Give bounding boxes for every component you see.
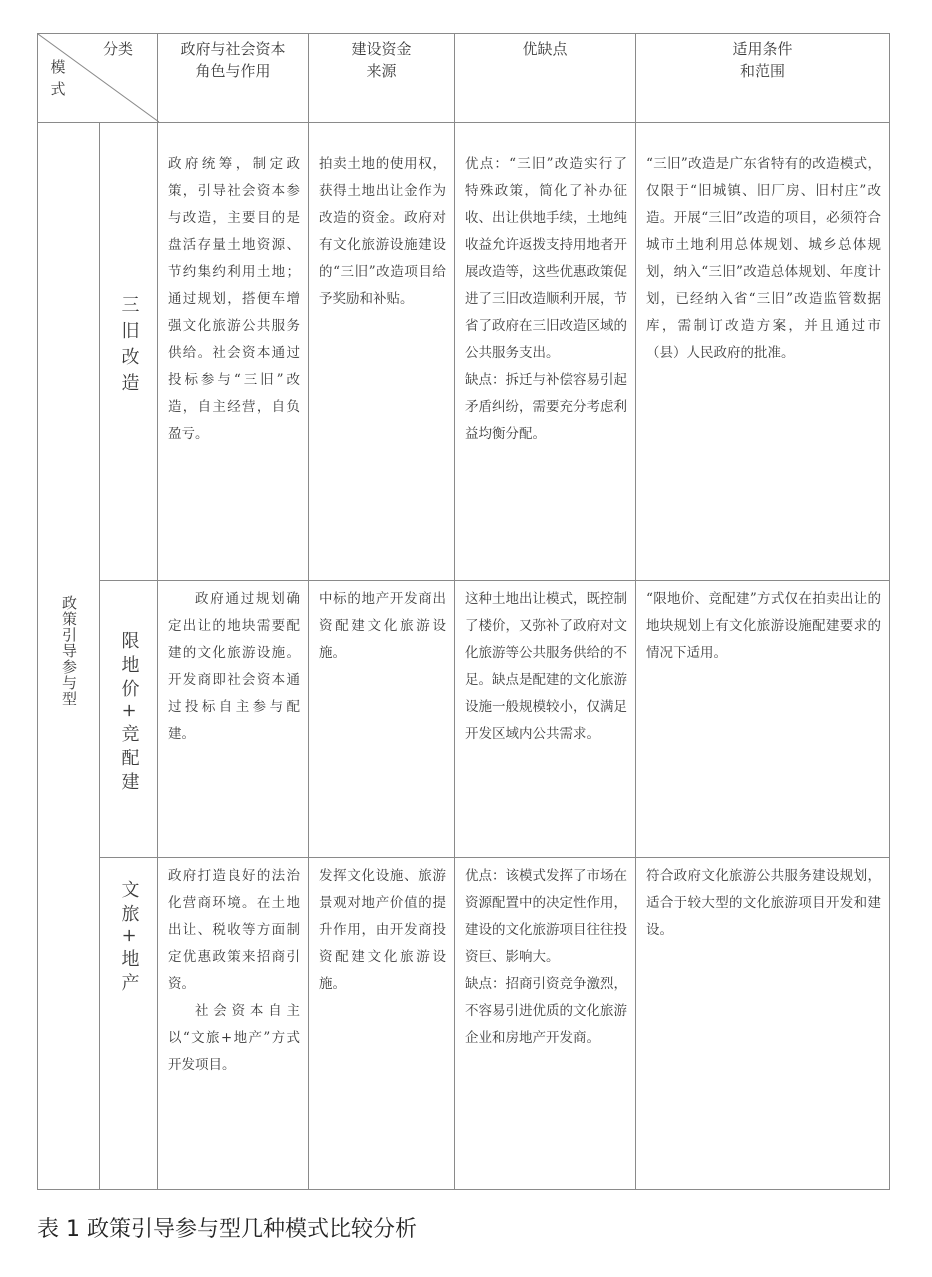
role-text-2: 社会资本自主以“文旅+地产”方式开发项目。	[168, 1003, 300, 1073]
mode-label: 三旧改造	[118, 294, 140, 399]
cons-text: 缺点：拆迁与补偿容易引起矛盾纠纷，需要充分考虑利益均衡分配。	[465, 372, 627, 442]
funds-text: 拍卖土地的使用权，获得土地出让金作为改造的资金。政府对有文化旅游设施建设的“三旧”改造项目给予奖励和补贴。	[319, 156, 446, 307]
header-funds-text: 建设资金 来源	[351, 40, 412, 80]
funds-text: 中标的地产开发商出资配建文化旅游设施。	[319, 591, 446, 661]
header-pros-cons	[455, 34, 636, 123]
pros-cons-cell	[455, 581, 636, 858]
header-pros-text: 优缺点	[522, 40, 568, 58]
header-row	[38, 34, 890, 123]
table-row-wenlv	[38, 858, 890, 1190]
funds-cell	[309, 123, 455, 581]
role-text: 政府统筹，制定政策，引导社会资本参与改造，主要目的是盘活存量土地资源、节约集约利用土地；通过规划，搭便车增强文化旅游公共服务供给。社会资本通过投标参与“三旧”改造，自主经营，自负盈亏。	[168, 156, 300, 442]
corner-bottom-label: 模式	[50, 58, 66, 98]
pros-cons-cell	[455, 123, 636, 581]
conditions-cell	[636, 858, 890, 1190]
funds-cell	[309, 581, 455, 858]
corner-top-label: 分类	[102, 40, 133, 58]
mode-cell-wenlv	[100, 858, 158, 1190]
pros-text: 这种土地出让模式，既控制了楼价，又弥补了政府对文化旅游等公共服务供给的不足。缺点是配建的文化旅游设施一般规模较小，仅满足开发区域内公共需求。	[465, 591, 627, 742]
header-funds	[309, 34, 455, 123]
header-role	[158, 34, 309, 123]
mode-label: 文旅+地产	[118, 880, 140, 998]
role-text: 政府打造良好的法治化营商环境。在土地出让、税收等方面制定优惠政策来招商引资。	[168, 868, 300, 992]
table-caption: 表 1 政策引导参与型几种模式比较分析	[37, 1217, 417, 1242]
comparison-table	[37, 33, 890, 1190]
mode-cell-sanjiu	[100, 123, 158, 581]
mode-cell-xiandijia	[100, 581, 158, 858]
conditions-cell	[636, 123, 890, 581]
funds-cell	[309, 858, 455, 1190]
group-label: 政策引导参与型	[60, 595, 78, 707]
role-cell	[158, 858, 309, 1190]
table-row-xiandijia	[38, 581, 890, 858]
role-cell	[158, 123, 309, 581]
cons-text: 缺点：招商引资竞争激烈，不容易引进优质的文化旅游企业和房地产开发商。	[465, 976, 627, 1046]
group-label-cell	[38, 123, 100, 1190]
pros-text: 优点：“三旧”改造实行了特殊政策，简化了补办征收、出让供地手续，土地纯收益允许返拨支持用地者开展改造等，这些优惠政策促进了三旧改造顺利开展，节省了政府在三旧改造区域的公共服务支出。	[465, 156, 627, 361]
corner-header-cell	[38, 34, 158, 123]
conditions-text: “限地价、竞配建”方式仅在拍卖出让的地块规划上有文化旅游设施配建要求的情况下适用。	[646, 591, 881, 661]
pros-text: 优点：该模式发挥了市场在资源配置中的决定性作用，建设的文化旅游项目往往投资巨、影响大。	[465, 868, 627, 965]
role-text: 政府通过规划确定出让的地块需要配建的文化旅游设施。开发商即社会资本通过投标自主参与配建。	[168, 591, 300, 742]
header-role-text: 政府与社会资本 角色与作用	[180, 40, 286, 80]
header-conditions	[636, 34, 890, 123]
header-conditions-text: 适用条件 和范围	[732, 40, 793, 80]
conditions-text: “三旧”改造是广东省特有的改造模式，仅限于“旧城镇、旧厂房、旧村庄”改造。开展“三旧”改造的项目，必须符合城市土地利用总体规划、城乡总体规划，纳入“三旧”改造总体规划、年度计划，已经纳入省“三旧”改造监管数据库，需制订改造方案，并且通过市（县）人民政府的批准。	[646, 156, 881, 361]
mode-label: 限地价+竞配建	[118, 631, 140, 797]
conditions-text: 符合政府文化旅游公共服务建设规划，适合于较大型的文化旅游项目开发和建设。	[646, 868, 881, 938]
role-cell	[158, 581, 309, 858]
pros-cons-cell	[455, 858, 636, 1190]
conditions-cell	[636, 581, 890, 858]
table-row-sanjiu	[38, 123, 890, 581]
funds-text: 发挥文化设施、旅游景观对地产价值的提升作用，由开发商投资配建文化旅游设施。	[319, 868, 446, 992]
